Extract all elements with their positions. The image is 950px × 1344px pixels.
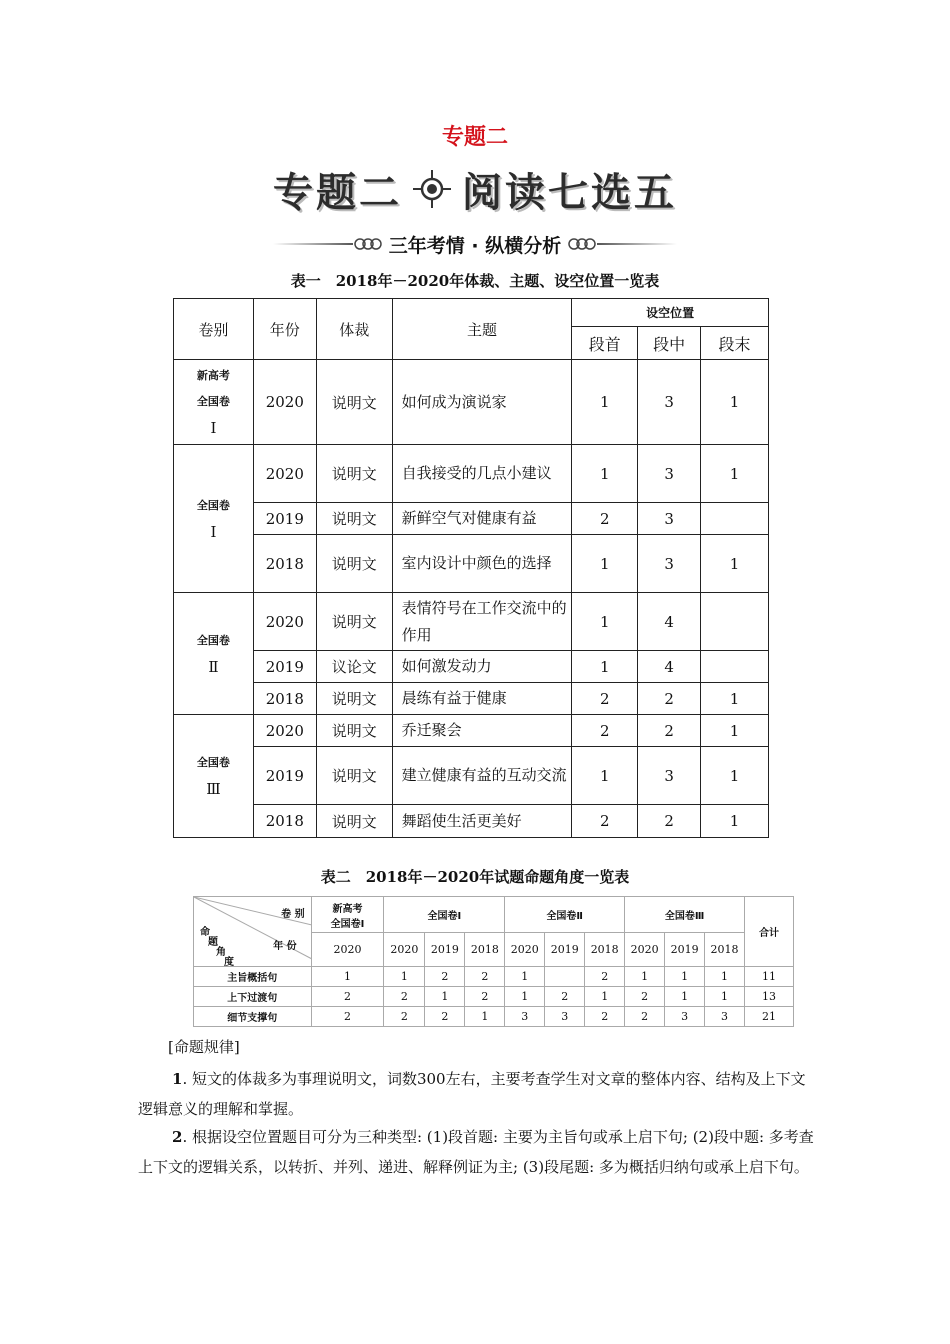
value-cell: 2 — [625, 987, 665, 1007]
value-cell: 2 — [425, 967, 465, 987]
topic-cell: 新鲜空气对健康有益 — [392, 503, 572, 535]
value-cell: 2 — [311, 987, 384, 1007]
genre-cell: 说明文 — [316, 805, 392, 838]
table1 — [173, 298, 769, 838]
topic-cell: 自我接受的几点小建议 — [392, 445, 572, 503]
year-header: 2020 — [505, 933, 545, 967]
rules-heading: [命题规律] — [168, 1038, 240, 1056]
corner-angle-char: 命 — [200, 927, 210, 938]
value-cell: 1 — [505, 987, 545, 1007]
rule-text: . 根据设空位置题目可分为三种类型: (1)段首题: 主要为主旨句或承上启下句; (2)段中题: 多考查上下文的逻辑关系，以转折、并列、递进、解释例证为主; (3)段尾题: 多为概括归纳句或承上启下句。 — [138, 1128, 814, 1176]
year-header: 2019 — [425, 933, 465, 967]
angle-label: 上下过渡句 — [194, 987, 312, 1007]
volume-roman: Ⅰ — [210, 522, 217, 541]
middle-cell: 2 — [638, 805, 701, 838]
value-cell: 2 — [384, 1007, 425, 1027]
value-cell: 1 — [425, 987, 465, 1007]
value-cell: 2 — [545, 987, 585, 1007]
value-cell: 3 — [705, 1007, 745, 1027]
year-cell: 2018 — [253, 535, 316, 593]
year-cell: 2019 — [253, 651, 316, 683]
year-cell: 2018 — [253, 805, 316, 838]
value-cell — [545, 967, 585, 987]
group-label-line: 全国卷Ⅰ — [330, 918, 365, 930]
total-cell: 21 — [745, 1007, 794, 1027]
value-cell: 1 — [505, 967, 545, 987]
topic-cell: 如何成为演说家 — [392, 360, 572, 445]
value-cell: 2 — [384, 987, 425, 1007]
topic-cell: 晨练有益于健康 — [392, 683, 572, 715]
start-cell: 1 — [572, 593, 638, 651]
middle-cell: 4 — [638, 651, 701, 683]
total-cell: 13 — [745, 987, 794, 1007]
genre-cell: 说明文 — [316, 593, 392, 651]
ornament-icon — [353, 237, 383, 251]
start-cell: 2 — [572, 683, 638, 715]
topic-cell: 表情符号在工作交流中的作用 — [392, 593, 572, 651]
start-cell: 1 — [572, 535, 638, 593]
middle-cell: 2 — [638, 683, 701, 715]
year-cell: 2019 — [253, 503, 316, 535]
divider — [597, 243, 677, 245]
year-cell: 2018 — [253, 683, 316, 715]
volume-roman: Ⅰ — [210, 419, 217, 437]
table-row — [174, 651, 769, 683]
angle-label: 细节支撑句 — [194, 1007, 312, 1027]
rule-paragraph-2 — [138, 1122, 818, 1182]
value-cell: 2 — [585, 1007, 625, 1027]
end-cell — [701, 593, 769, 651]
group-label-line: 新高考 — [332, 903, 363, 915]
start-cell: 1 — [572, 445, 638, 503]
corner-angle-char: 题 — [208, 937, 218, 948]
subtitle-banner — [0, 229, 950, 259]
value-cell: 1 — [665, 967, 705, 987]
year-cell: 2020 — [253, 593, 316, 651]
angle-label: 主旨概括句 — [194, 967, 312, 987]
genre-cell: 说明文 — [316, 503, 392, 535]
total-header: 合计 — [745, 897, 794, 967]
value-cell: 2 — [625, 1007, 665, 1027]
table-row — [194, 1007, 794, 1027]
volume-line: 全国卷 — [196, 395, 230, 408]
volume-cell — [174, 360, 254, 445]
year-header: 2019 — [545, 933, 585, 967]
header-position: 设空位置 — [572, 299, 769, 327]
volume-cell — [174, 715, 254, 838]
volume-cell — [174, 445, 254, 593]
year-header: 2019 — [665, 933, 705, 967]
table-row — [174, 535, 769, 593]
volume-cell — [174, 593, 254, 715]
table2-caption: 表二 2018年－2020年试题命题角度一览表 — [320, 868, 630, 886]
year-cell: 2020 — [253, 715, 316, 747]
value-cell: 1 — [311, 967, 384, 987]
topic-cell: 乔迁聚会 — [392, 715, 572, 747]
year-header: 2018 — [705, 933, 745, 967]
middle-cell: 3 — [638, 503, 701, 535]
divider — [273, 243, 353, 245]
value-cell: 1 — [585, 987, 625, 1007]
topic-cell: 舞蹈使生活更美好 — [392, 805, 572, 838]
table-row — [174, 503, 769, 535]
header-end: 段末 — [701, 327, 769, 360]
middle-cell: 2 — [638, 715, 701, 747]
rule-text: . 短文的体裁多为事理说明文，词数300左右，主要考查学生对文章的整体内容、结构及上下文逻辑意义的理解和掌握。 — [138, 1070, 806, 1118]
header-volume: 卷别 — [174, 299, 254, 360]
total-cell: 11 — [745, 967, 794, 987]
start-cell: 1 — [572, 747, 638, 805]
year-cell: 2020 — [253, 445, 316, 503]
rule-paragraph-1 — [138, 1064, 818, 1124]
value-cell: 1 — [625, 967, 665, 987]
header-year: 年份 — [253, 299, 316, 360]
table-header-row — [194, 897, 794, 933]
group-header — [311, 897, 384, 933]
topic-cell: 如何激发动力 — [392, 651, 572, 683]
year-header: 2020 — [384, 933, 425, 967]
value-cell: 3 — [545, 1007, 585, 1027]
table-row — [194, 967, 794, 987]
header-genre: 体裁 — [316, 299, 392, 360]
table-row — [174, 360, 769, 445]
header-start: 段首 — [572, 327, 638, 360]
volume-roman: Ⅱ — [208, 657, 219, 676]
table-row — [174, 715, 769, 747]
corner-angle-char: 角 — [216, 947, 226, 958]
end-cell — [701, 503, 769, 535]
value-cell: 2 — [465, 967, 505, 987]
volume-roman: Ⅲ — [206, 780, 221, 798]
header-middle: 段中 — [638, 327, 701, 360]
middle-cell: 3 — [638, 445, 701, 503]
value-cell: 3 — [505, 1007, 545, 1027]
crosshair-icon — [412, 169, 452, 209]
middle-cell: 3 — [638, 360, 701, 445]
volume-line: 全国卷 — [196, 498, 230, 512]
end-cell — [701, 651, 769, 683]
corner-cell — [194, 897, 312, 967]
middle-cell: 3 — [638, 747, 701, 805]
value-cell: 2 — [425, 1007, 465, 1027]
genre-cell: 说明文 — [316, 535, 392, 593]
start-cell: 2 — [572, 805, 638, 838]
year-header: 2018 — [465, 933, 505, 967]
start-cell: 2 — [572, 715, 638, 747]
rule-number: 2 — [172, 1128, 183, 1146]
genre-cell: 说明文 — [316, 715, 392, 747]
value-cell: 3 — [665, 1007, 705, 1027]
genre-cell: 说明文 — [316, 747, 392, 805]
group-header: 全国卷Ⅰ — [384, 897, 505, 933]
middle-cell: 3 — [638, 535, 701, 593]
end-cell: 1 — [701, 360, 769, 445]
value-cell: 2 — [585, 967, 625, 987]
genre-cell: 议论文 — [316, 651, 392, 683]
end-cell: 1 — [701, 805, 769, 838]
year-cell: 2019 — [253, 747, 316, 805]
genre-cell: 说明文 — [316, 360, 392, 445]
table-row — [174, 683, 769, 715]
start-cell: 1 — [572, 360, 638, 445]
rule-number: 1 — [172, 1070, 183, 1088]
chapter-title-right: 阅读七选五 — [462, 169, 677, 216]
value-cell: 1 — [465, 1007, 505, 1027]
start-cell: 1 — [572, 651, 638, 683]
value-cell: 2 — [465, 987, 505, 1007]
start-cell: 2 — [572, 503, 638, 535]
ornament-icon — [567, 237, 597, 251]
end-cell: 1 — [701, 445, 769, 503]
table-row — [194, 987, 794, 1007]
end-cell: 1 — [701, 747, 769, 805]
year-header: 2020 — [625, 933, 665, 967]
corner-year-label: 年 份 — [273, 941, 297, 952]
value-cell: 1 — [665, 987, 705, 1007]
topic-cell: 室内设计中颜色的选择 — [392, 535, 572, 593]
year-header: 2018 — [585, 933, 625, 967]
value-cell: 2 — [311, 1007, 384, 1027]
value-cell: 1 — [705, 987, 745, 1007]
group-header: 全国卷Ⅲ — [625, 897, 745, 933]
chapter-title — [0, 158, 950, 220]
chapter-title-left: 专题二 — [273, 169, 402, 216]
table-row — [174, 593, 769, 651]
table-header-row — [174, 299, 769, 327]
subtitle: 三年考情 · 纵横分析 — [388, 234, 562, 257]
genre-cell: 说明文 — [316, 683, 392, 715]
volume-line: 全国卷 — [196, 633, 230, 647]
header-topic: 主题 — [392, 299, 572, 360]
corner-angle-char: 度 — [224, 957, 234, 968]
volume-line: 新高考 — [196, 369, 230, 382]
volume-line: 全国卷 — [196, 756, 230, 769]
end-cell: 1 — [701, 683, 769, 715]
chapter-label: 专题二 — [441, 125, 508, 150]
group-header: 全国卷Ⅱ — [505, 897, 625, 933]
year-cell: 2020 — [253, 360, 316, 445]
table1-caption: 表一 2018年－2020年体裁、主题、设空位置一览表 — [290, 272, 660, 290]
end-cell: 1 — [701, 715, 769, 747]
table-row — [174, 747, 769, 805]
table-row — [174, 445, 769, 503]
value-cell: 1 — [384, 967, 425, 987]
value-cell: 1 — [705, 967, 745, 987]
end-cell: 1 — [701, 535, 769, 593]
year-header: 2020 — [311, 933, 384, 967]
topic-cell: 建立健康有益的互动交流 — [392, 747, 572, 805]
table-row — [174, 805, 769, 838]
table2 — [193, 896, 794, 1027]
genre-cell: 说明文 — [316, 445, 392, 503]
corner-volume-label: 卷 别 — [281, 909, 305, 920]
middle-cell: 4 — [638, 593, 701, 651]
